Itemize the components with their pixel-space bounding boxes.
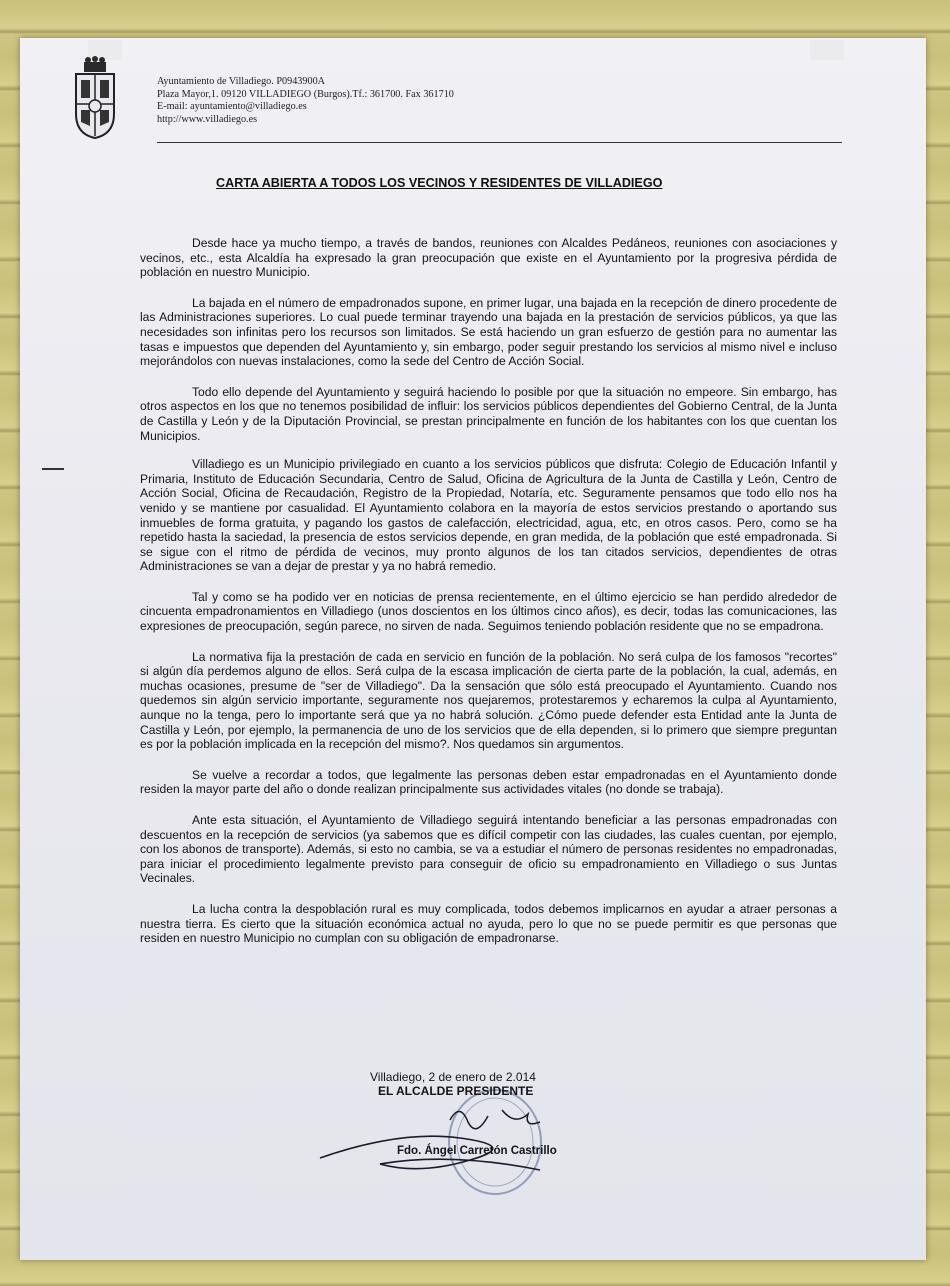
letterhead-line: Ayuntamiento de Villadiego. P0943900A (157, 76, 326, 87)
letterhead-website: http://www.villadiego.es (157, 113, 258, 125)
paragraph: Se vuelve a recordar a todos, que legalmente las personas deben estar empadronadas en el Ayuntamiento donde residen la mayor parte del año o donde realizan principalmente sus actividades vitales (no donde se trabaja). (140, 767, 837, 797)
paragraph: La bajada en el número de empadronados supone, en primer lugar, una bajada en la recepción de dinero procedente de las Administraciones superiores. Lo cual puede terminar trayendo una bajada en la prestación de servicios públicos, ya que las necesidades son infinitas pero los recursos son limitados. Se está haciendo un gran esfuerzo de gestión para no aumentar las tasas e impuestos que dependen del Ayuntamiento y, sin embargo, poder seguir prestando los servicios al mismo nivel e incluso mejorándolos con nuevas instalaciones, como la sede del Centro de Acción Social. (140, 295, 837, 369)
header-divider (157, 142, 842, 143)
paragraph: La lucha contra la despoblación rural es muy complicada, todos debemos implicarnos en ayudar a atraer personas a nuestra tierra. Es cierto que la situación económica actual no ayuda, pero lo que no se puede permitir es que personas que residen en nuestro Municipio no cumplan con su obligación de empadronarse. (140, 901, 837, 946)
coat-of-arms-icon (70, 56, 120, 142)
signature-role: EL ALCALDE PRESIDENTE (378, 1084, 534, 1098)
document-title: CARTA ABIERTA A TODOS LOS VECINOS Y RESIDENTES DE VILLADIEGO (216, 176, 663, 190)
paragraph: Desde hace ya mucho tiempo, a través de bandos, reuniones con Alcaldes Pedáneos, reuniones con asociaciones y vecinos, etc., esta Alcaldía ha expresado la gran preocupación que existe en el Ayuntamiento por la progresiva pérdida de población en nuestro Municipio. (140, 236, 837, 280)
signature-stamp-icon (310, 1080, 580, 1200)
paragraph: Tal y como se ha podido ver en noticias de prensa recientemente, en el último ejercicio se han perdido alrededor de cincuenta empadronamientos en Villadiego (unos doscientos en los últimos cinco años), es decir, todas las comunicaciones, las expresiones de preocupación, según parece, no sirven de nada. Seguimos teniendo población residente que no se empadrona. (140, 589, 837, 634)
paragraph: Villadiego es un Municipio privilegiado en cuanto a los servicios públicos que disfruta: Colegio de Educación Infantil y Primaria, Instituto de Educación Secundaria, Centro de Salud, Oficina de Agricultura de la Junta de Castilla y León, Centro de Acción Social, Oficina de Recaudación, Registro de la Propiedad, Notaría, etc. Seguramente pensamos que todo ello nos ha venido y se mantiene por casualidad. El Ayuntamiento colabora en la mayoría de estos servicios prestando o aportando sus inmuebles de forma gratuita, y pagando los gastos de calefacción, electricidad, agua, etc, en otros casos. Pero, como se ha repetido hasta la saciedad, la presencia de estos servicios depende, en gran medida, de la población que esté empadronada. Si se sigue con el ritmo de pérdida de vecinos, muy pronto algunos de los tan citados servicios, dependientes de otras Administraciones se van a dejar de prestar y ya no habrá remedio. (140, 457, 837, 574)
letterhead (157, 76, 857, 126)
signature-name: Fdo. Ángel Carretón Castrillo (397, 1145, 557, 1157)
margin-mark (42, 468, 64, 470)
paragraph: Todo ello depende del Ayuntamiento y seguirá haciendo lo posible por que la situación no empeore. Sin embargo, has otros aspectos en los que no tenemos posibilidad de influir: los servicios públicos dependientes del Gobierno Central, de la Junta de Castilla y León y de la Diputación Provincial, se prestan principalmente en función de los habitantes con los que cuentan los Municipios. (140, 384, 837, 443)
tape-strip (810, 40, 844, 60)
letter-body (140, 236, 837, 962)
paragraph: La normativa fija la prestación de cada en servicio en función de la población. No será culpa de los famosos "recortes" si algún día perdemos alguno de ellos. Será culpa de la escasa implicación de cierta parte de la población, la cual, además, en muchas ocasiones, presume de "ser de Villadiego". Da la sensación que sólo está preocupado el Ayuntamiento. Cuando nos quedemos sin algún servicio importante, seguramente nos quejaremos, protestaremos y echaremos la culpa al Ayuntamiento, aunque no la tenga, pero lo importante será que ya no habrá solución. ¿Cómo puede defender esta Entidad ante la Junta de Castilla y León, por ejemplo, la permanencia de uno de los servicios que de ella dependen, si lo primero que siempre preguntan es por la población implicada en la recepción del mismo?. Nos quedamos sin argumentos. (140, 649, 837, 752)
paragraph: Ante esta situación, el Ayuntamiento de Villadiego seguirá intentando beneficiar a las personas empadronadas con descuentos en la recepción de servicios (ya sabemos que es difícil competir con las ciudades, las cuales cuentan, por ejemplo, con los abonos de transporte). Además, si esto no cambia, se va a estudiar el número de personas residentes no empadronadas, para iniciar el procedimiento legalmente previsto para conseguir de oficio su empadronamiento en Villadiego o sus Juntas Vecinales. (140, 813, 837, 886)
letterhead-address: Plaza Mayor,1. 09120 VILLADIEGO (Burgos).Tf.: 361700. Fax 361710 (157, 88, 454, 100)
letterhead-email: E-mail: ayuntamiento@villadiego.es (157, 101, 307, 113)
signature-date: Villadiego, 2 de enero de 2.014 (370, 1070, 536, 1084)
